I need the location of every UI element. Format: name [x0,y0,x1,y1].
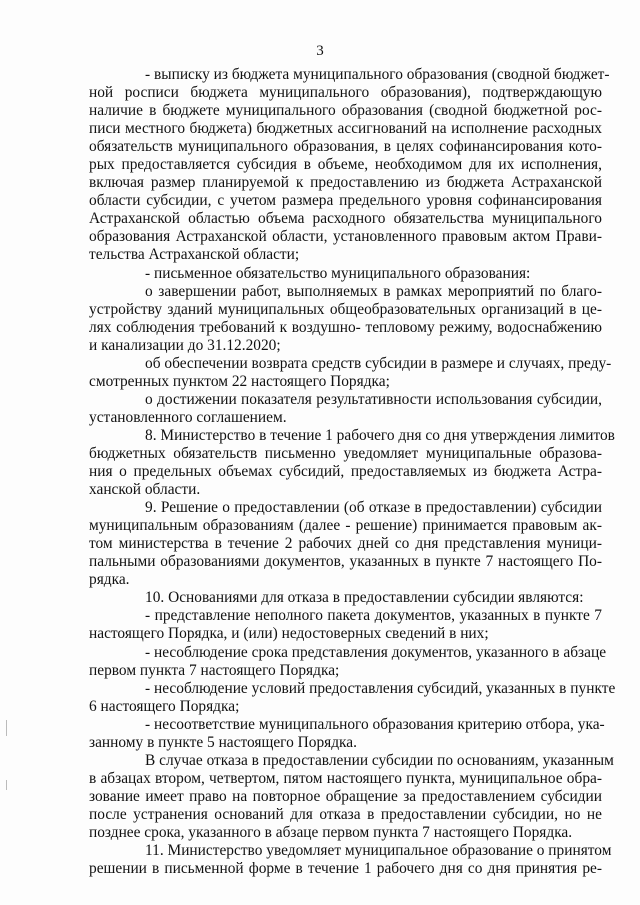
text-line: муниципальным образованиям (далее - решение) принимается правовым ак- [89,517,602,535]
text-line: образования Астраханской области, установленного правовым актом Прави- [89,228,602,246]
page-number: 3 [316,43,324,59]
text-line: ной росписи бюджета муниципального образования), подтверждающую [89,84,602,102]
text-line: - несоответствие муниципального образования критерию отбора, ука- [145,715,605,733]
scan-artifact [6,780,7,790]
text-line: позднее срока, указанного в абзаце первом пункта 7 настоящего Порядка. [89,823,573,841]
text-line: установленного соглашением. [89,408,287,426]
text-line: в абзацах втором, четвертом, пятом настоящего пункта, муниципальное обра- [89,769,602,787]
document-body [89,66,616,878]
text-line: - письменное обязательство муниципального образования: [145,264,531,282]
text-line: лях соблюдения требований к воздушно- тепловому режиму, водоснабжению [89,318,602,336]
text-line: В случае отказа в предоставлении субсидии по основаниям, указанным [145,751,614,769]
text-line: смотренных пунктом 22 настоящего Порядка; [89,372,390,390]
text-line: 9. Решение о предоставлении (об отказе в предоставлении) субсидии [145,499,602,517]
text-line: - выписку из бюджета муниципального образования (сводной бюджет- [145,66,610,83]
text-line: о завершении работ, выполняемых в рамках мероприятий по благо- [145,282,602,300]
text-line: 8. Министерство в течение 1 рабочего дня со дня утверждения лимитов [145,426,615,444]
text-line: пальными образованиями документов, указанных в пункте 7 настоящего По- [89,553,602,571]
text-line: Астраханской областью объема расходного обязательства муниципального [89,210,602,228]
text-line: устройству зданий муниципальных общеобразовательных организаций в це- [89,300,602,318]
text-line: об обеспечении возврата средств субсидии в размере и случаях, преду- [145,354,612,372]
text-line: 10. Основаниями для отказа в предоставлении субсидии являются: [145,589,584,607]
text-line: бюджетных обязательств письменно уведомляет муниципальные образова- [89,444,602,462]
text-line: писи местного бюджета) бюджетных ассигнований на исполнение расходных [89,120,602,138]
text-line: зование имеет право на повторное обращение за предоставлением субсидии [89,787,602,805]
text-line: наличие в бюджете муниципального образования (сводной бюджетной рос- [89,102,602,120]
text-line: и канализации до 31.12.2020; [89,336,281,354]
scan-artifact [6,720,7,736]
text-line: тельства Астраханской области; [89,246,300,264]
text-line: решении в письменной форме в течение 1 рабочего дня со дня принятия ре- [89,860,602,878]
text-line: ния о предельных объемах субсидий, предоставляемых из бюджета Астра- [89,463,602,481]
text-line: рядка. [89,571,130,589]
text-line: - представление неполного пакета документов, указанных в пункте 7 [145,607,602,625]
text-line: настоящего Порядка, и (или) недостоверных сведений в них; [89,625,489,643]
text-line: первом пункта 7 настоящего Порядка; [89,661,340,679]
text-line: том министерства в течение 2 рабочих дней со дня представления муници- [89,535,602,553]
text-line: занному в пункте 5 настоящего Порядка. [89,733,357,751]
text-line: - несоблюдение условий предоставления субсидий, указанных в пункте [145,679,616,697]
text-line: о достижении показателя результативности использования субсидии, [145,390,602,408]
text-line: рых предоставляется субсидия в объеме, необходимом для их исполнения, [89,156,602,174]
text-line: - несоблюдение срока представления документов, указанного в абзаце [145,643,607,661]
text-line: после устранения оснований для отказа в предоставлении субсидии, но не [89,805,602,823]
text-line: ханской области. [89,481,201,499]
text-line: 6 настоящего Порядка; [89,697,240,715]
text-line: обязательств муниципального образования, в целях софинансирования кото- [89,138,602,156]
text-line: включая размер планируемой к предоставлению из бюджета Астраханской [89,174,602,192]
text-line: 11. Министерство уведомляет муниципальное образование о принятом [145,842,612,860]
text-line: области субсидии, с учетом размера предельного уровня софинансирования [89,192,602,210]
